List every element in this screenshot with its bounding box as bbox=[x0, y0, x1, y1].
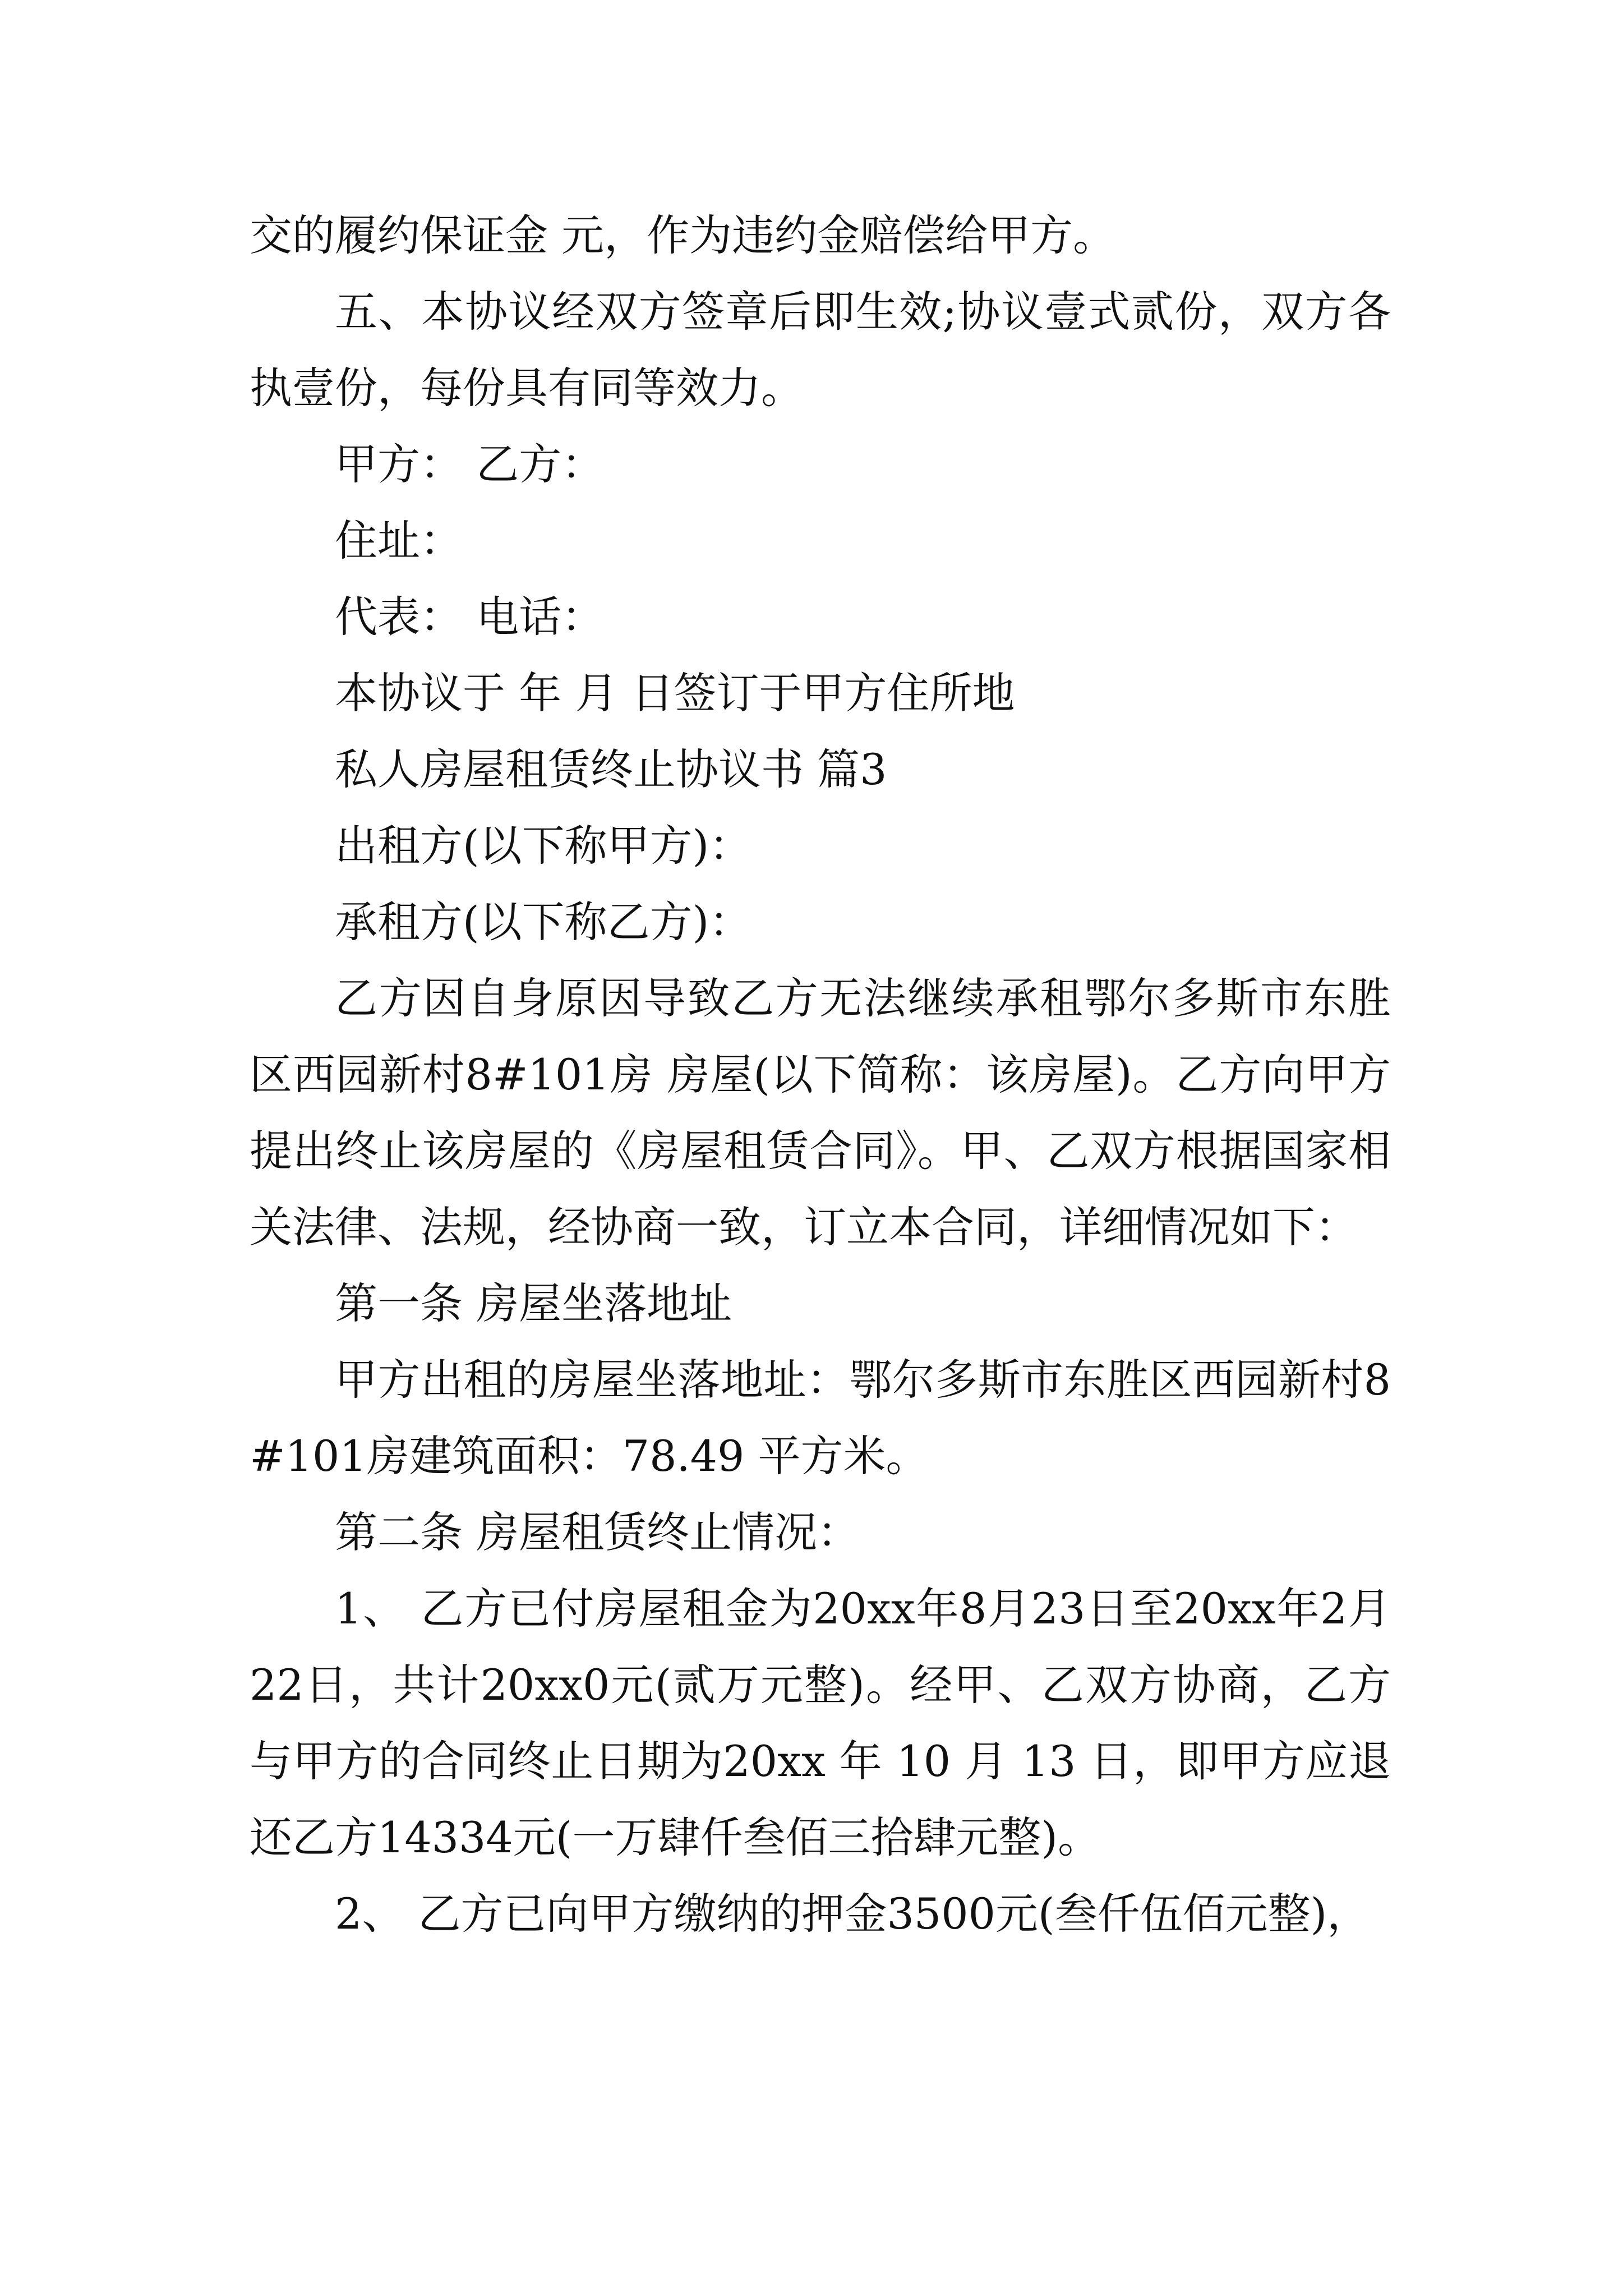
paragraph-effective-clause: 五、本协议经双方签章后即生效;协议壹式贰份，双方各执壹份，每份具有同等效力。 bbox=[250, 287, 1391, 413]
paragraph-address: 住址： bbox=[335, 516, 463, 565]
paragraph-deposit-penalty: 交的履约保证金 元，作为违约金赔偿给甲方。 bbox=[250, 210, 1116, 260]
article-2-item-1: 1、 乙方已付房屋租金为20xx年8月23日至20xx年2月22日，共计20xx0元(贰万元整)。经甲、乙双方协商，乙方与甲方的合同终止日期为20xx 年 10 月 13 日，即甲方应退还乙方14334元(一万肆仟叁佰三拾肆元整)。 bbox=[250, 1584, 1391, 1862]
article-2-heading: 第二条 房屋租赁终止情况： bbox=[335, 1507, 860, 1557]
paragraph-lessor: 出租方(以下称甲方)： bbox=[335, 821, 752, 871]
article-1-body: 甲方出租的房屋坐落地址：鄂尔多斯市东胜区西园新村8#101房建筑面积：78.49 平方米。 bbox=[250, 1355, 1391, 1481]
paragraph-preamble: 乙方因自身原因导致乙方无法继续承租鄂尔多斯市东胜区西园新村8#101房 房屋(以下简称：该房屋)。乙方向甲方提出终止该房屋的《房屋租赁合同》。甲、乙双方根据国家相关法律、法规，经协商一致，订立本合同，详细情况如下： bbox=[250, 973, 1391, 1252]
article-2-item-2: 2、 乙方已向甲方缴纳的押金3500元(叁仟伍佰元整)， bbox=[335, 1889, 1370, 1939]
article-1-heading: 第一条 房屋坐落地址 bbox=[335, 1278, 732, 1328]
paragraph-representative-phone: 代表： 电话： bbox=[335, 592, 605, 642]
document-body bbox=[250, 197, 1391, 1952]
paragraph-signing-date: 本协议于 年 月 日签订于甲方住所地 bbox=[335, 668, 1015, 718]
paragraph-lessee: 承租方(以下称乙方)： bbox=[335, 897, 752, 947]
paragraph-party-signatures: 甲方： 乙方： bbox=[335, 439, 605, 489]
section-heading-part3: 私人房屋租赁终止协议书 篇3 bbox=[335, 744, 887, 794]
